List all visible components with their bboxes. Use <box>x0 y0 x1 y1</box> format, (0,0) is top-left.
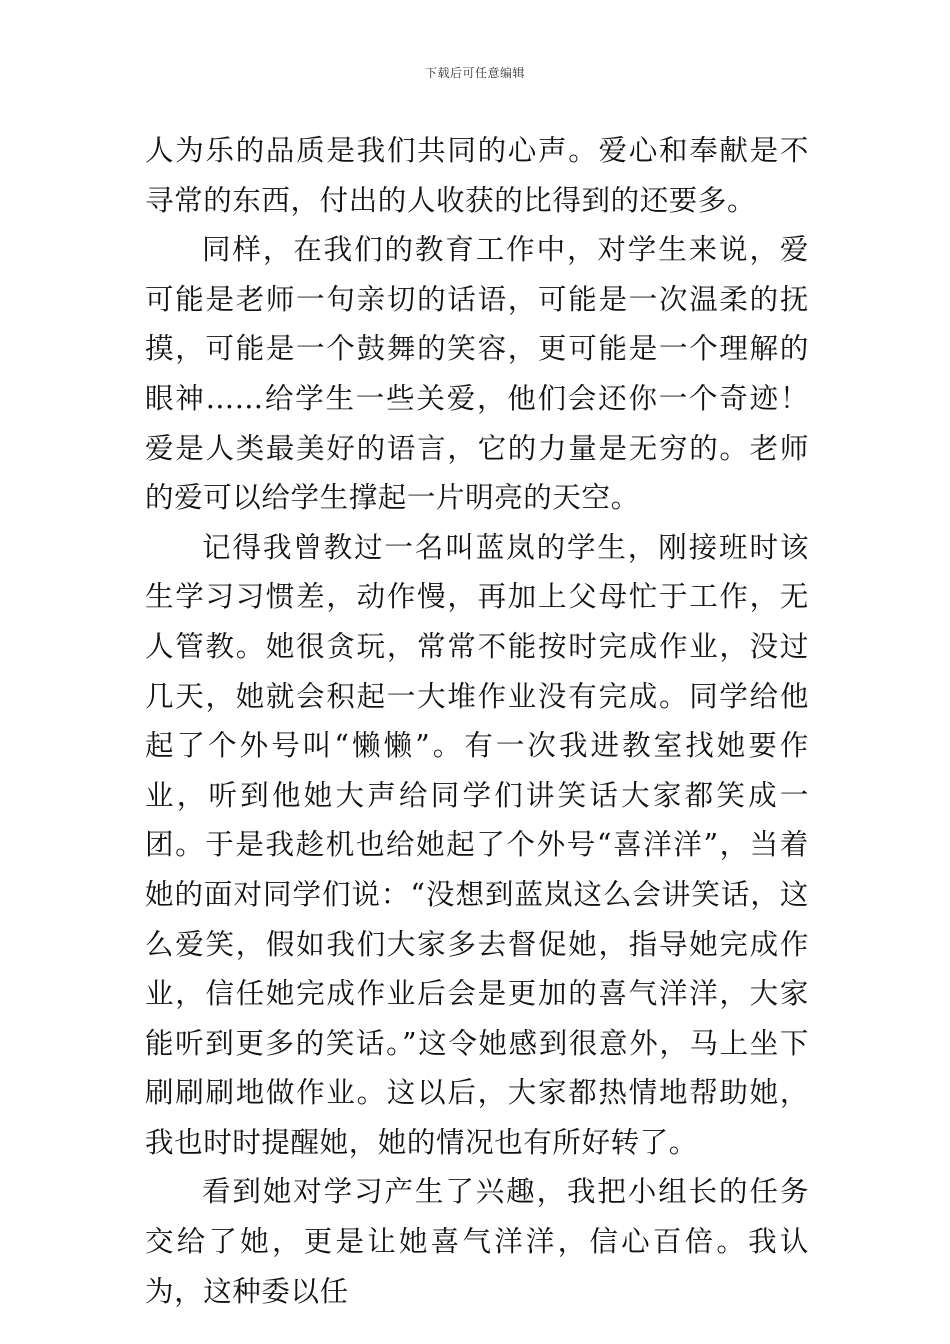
paragraph-1: 人为乐的品质是我们共同的心声。爱心和奉献是不寻常的东西，付出的人收获的比得到的还要多。 <box>145 134 809 217</box>
paragraph-2: 同样，在我们的教育工作中，对学生来说，爱可能是老师一句亲切的话语，可能是一次温柔的抚摸，可能是一个鼓舞的笑容，更可能是一个理解的眼神……给学生一些关爱，他们会还你一个奇迹！爱是人类最美好的语言，它的力量是无穷的。老师的爱可以给学生撑起一片明亮的天空。 <box>145 233 809 515</box>
document-body <box>145 126 809 1316</box>
paragraph-3: 记得我曾教过一名叫蓝岚的学生，刚接班时该生学习习惯差，动作慢，再加上父母忙于工作，无人管教。她很贪玩，常常不能按时完成作业，没过几天，她就会积起一大堆作业没有完成。同学给他起了个外号叫“懒懒”。有一次我进教室找她要作业，听到他她大声给同学们讲笑话大家都笑成一团。于是我趁机也给她起了个外号“喜洋洋”，当着她的面对同学们说：“没想到蓝岚这么会讲笑话，这么爱笑，假如我们大家多去督促她，指导她完成作业，信任她完成作业后会是更加的喜气洋洋，大家能听到更多的笑话。”这令她感到很意外，马上坐下刷刷刷地做作业。这以后，大家都热情地帮助她，我也时时提醒她，她的情况也有所好转了。 <box>145 530 809 1159</box>
header-note: 下载后可任意编辑 <box>424 66 525 80</box>
paragraph-4: 看到她对学习产生了兴趣，我把小组长的任务交给了她，更是让她喜气洋洋，信心百倍。我认为，这种委以任 <box>145 1175 809 1308</box>
